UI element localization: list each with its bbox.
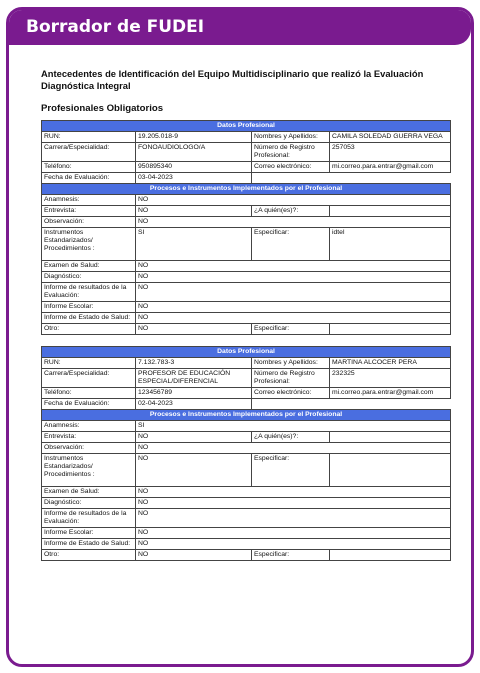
professional-table xyxy=(41,346,451,561)
instrumentos-label: Instrumentos Estandarizados/ Procedimientos : xyxy=(42,228,136,261)
section-title: Antecedentes de Identificación del Equipo Multidisciplinario que realizó la Evaluación Diagnóstica Integral xyxy=(41,68,424,91)
entrevista-label: Entrevista: xyxy=(42,206,136,217)
document-content xyxy=(41,68,450,561)
informe-escolar-label: Informe Escolar: xyxy=(42,302,136,313)
otro-label: Otro: xyxy=(42,324,136,335)
especificar-value: idtel xyxy=(330,228,451,261)
informe-resultados-label: Informe de resultados de la Evaluación: xyxy=(42,283,136,302)
anamnesis-value: SI xyxy=(136,421,451,432)
examen-value: NO xyxy=(136,261,451,272)
observacion-label: Observación: xyxy=(42,443,136,454)
instrumentos-value: SI xyxy=(136,228,252,261)
fecha-value: 02-04-2023 xyxy=(136,399,252,410)
correo-value: mi.correo.para.entrar@gmail.com xyxy=(330,388,451,399)
otro-especificar-value xyxy=(330,550,451,561)
document-frame xyxy=(6,7,474,667)
informe-resultados-value: NO xyxy=(136,283,451,302)
page-title: Borrador de FUDEI xyxy=(26,17,205,37)
diagnostico-label: Diagnóstico: xyxy=(42,498,136,509)
procesos-header: Procesos e Instrumentos Implementados por el Profesional xyxy=(42,184,451,195)
a-quien-label: ¿A quién(es)?: xyxy=(252,206,330,217)
otro-value: NO xyxy=(136,550,252,561)
a-quien-value xyxy=(330,432,451,443)
nombres-label: Nombres y Apellidos: xyxy=(252,132,330,143)
otro-especificar-label: Especificar: xyxy=(252,324,330,335)
nombres-value: CAMILA SOLEDAD GUERRA VEGA xyxy=(330,132,451,143)
fecha-value: 03-04-2023 xyxy=(136,173,252,184)
otro-especificar-value xyxy=(330,324,451,335)
informe-estado-value: NO xyxy=(136,313,451,324)
informe-escolar-label: Informe Escolar: xyxy=(42,528,136,539)
section-subtitle: Profesionales Obligatorios xyxy=(41,103,164,114)
telefono-value: 950895340 xyxy=(136,162,252,173)
a-quien-value xyxy=(330,206,451,217)
examen-value: NO xyxy=(136,487,451,498)
telefono-label: Teléfono: xyxy=(42,388,136,399)
otro-label: Otro: xyxy=(42,550,136,561)
run-value: 7.132.783-3 xyxy=(136,358,252,369)
a-quien-label: ¿A quién(es)?: xyxy=(252,432,330,443)
informe-escolar-value: NO xyxy=(136,302,451,313)
diagnostico-value: NO xyxy=(136,272,451,283)
professional-table xyxy=(41,120,451,335)
registro-label: Número de Registro Profesional: xyxy=(252,369,330,388)
anamnesis-label: Anamnesis: xyxy=(42,195,136,206)
examen-label: Examen de Salud: xyxy=(42,487,136,498)
nombres-value: MARTINA ALCOCER PERA xyxy=(330,358,451,369)
informe-resultados-value: NO xyxy=(136,509,451,528)
otro-especificar-label: Especificar: xyxy=(252,550,330,561)
nombres-label: Nombres y Apellidos: xyxy=(252,358,330,369)
observacion-value: NO xyxy=(136,443,451,454)
telefono-label: Teléfono: xyxy=(42,162,136,173)
especificar-label: Especificar: xyxy=(252,454,330,487)
datos-profesional-header: Datos Profesional xyxy=(42,347,451,358)
entrevista-value: NO xyxy=(136,206,252,217)
especificar-value xyxy=(330,454,451,487)
carrera-label: Carrera/Especialidad: xyxy=(42,369,136,388)
observacion-label: Observación: xyxy=(42,217,136,228)
carrera-value: PROFESOR DE EDUCACIÓN ESPECIAL/DIFERENCIAL xyxy=(136,369,252,388)
datos-profesional-header: Datos Profesional xyxy=(42,121,451,132)
informe-estado-label: Informe de Estado de Salud: xyxy=(42,313,136,324)
run-value: 19.205.018-9 xyxy=(136,132,252,143)
fecha-label: Fecha de Evaluación: xyxy=(42,173,136,184)
carrera-label: Carrera/Especialidad: xyxy=(42,143,136,162)
anamnesis-value: NO xyxy=(136,195,451,206)
informe-resultados-label: Informe de resultados de la Evaluación: xyxy=(42,509,136,528)
correo-label: Correo electrónico: xyxy=(252,388,330,399)
correo-value: mi.correo.para.entrar@gmail.com xyxy=(330,162,451,173)
examen-label: Examen de Salud: xyxy=(42,261,136,272)
correo-label: Correo electrónico: xyxy=(252,162,330,173)
anamnesis-label: Anamnesis: xyxy=(42,421,136,432)
run-label: RUN: xyxy=(42,358,136,369)
registro-value: 232325 xyxy=(330,369,451,388)
informe-escolar-value: NO xyxy=(136,528,451,539)
diagnostico-label: Diagnóstico: xyxy=(42,272,136,283)
diagnostico-value: NO xyxy=(136,498,451,509)
empty-cell xyxy=(252,173,451,184)
fecha-label: Fecha de Evaluación: xyxy=(42,399,136,410)
header-bar xyxy=(9,10,471,45)
telefono-value: 123456789 xyxy=(136,388,252,399)
procesos-header: Procesos e Instrumentos Implementados por el Profesional xyxy=(42,410,451,421)
observacion-value: NO xyxy=(136,217,451,228)
entrevista-label: Entrevista: xyxy=(42,432,136,443)
instrumentos-label: Instrumentos Estandarizados/ Procedimientos : xyxy=(42,454,136,487)
informe-estado-label: Informe de Estado de Salud: xyxy=(42,539,136,550)
empty-cell xyxy=(252,399,451,410)
registro-value: 257053 xyxy=(330,143,451,162)
otro-value: NO xyxy=(136,324,252,335)
entrevista-value: NO xyxy=(136,432,252,443)
especificar-label: Especificar: xyxy=(252,228,330,261)
registro-label: Número de Registro Profesional: xyxy=(252,143,330,162)
run-label: RUN: xyxy=(42,132,136,143)
informe-estado-value: NO xyxy=(136,539,451,550)
instrumentos-value: NO xyxy=(136,454,252,487)
carrera-value: FONOAUDIOLOGO/A xyxy=(136,143,252,162)
